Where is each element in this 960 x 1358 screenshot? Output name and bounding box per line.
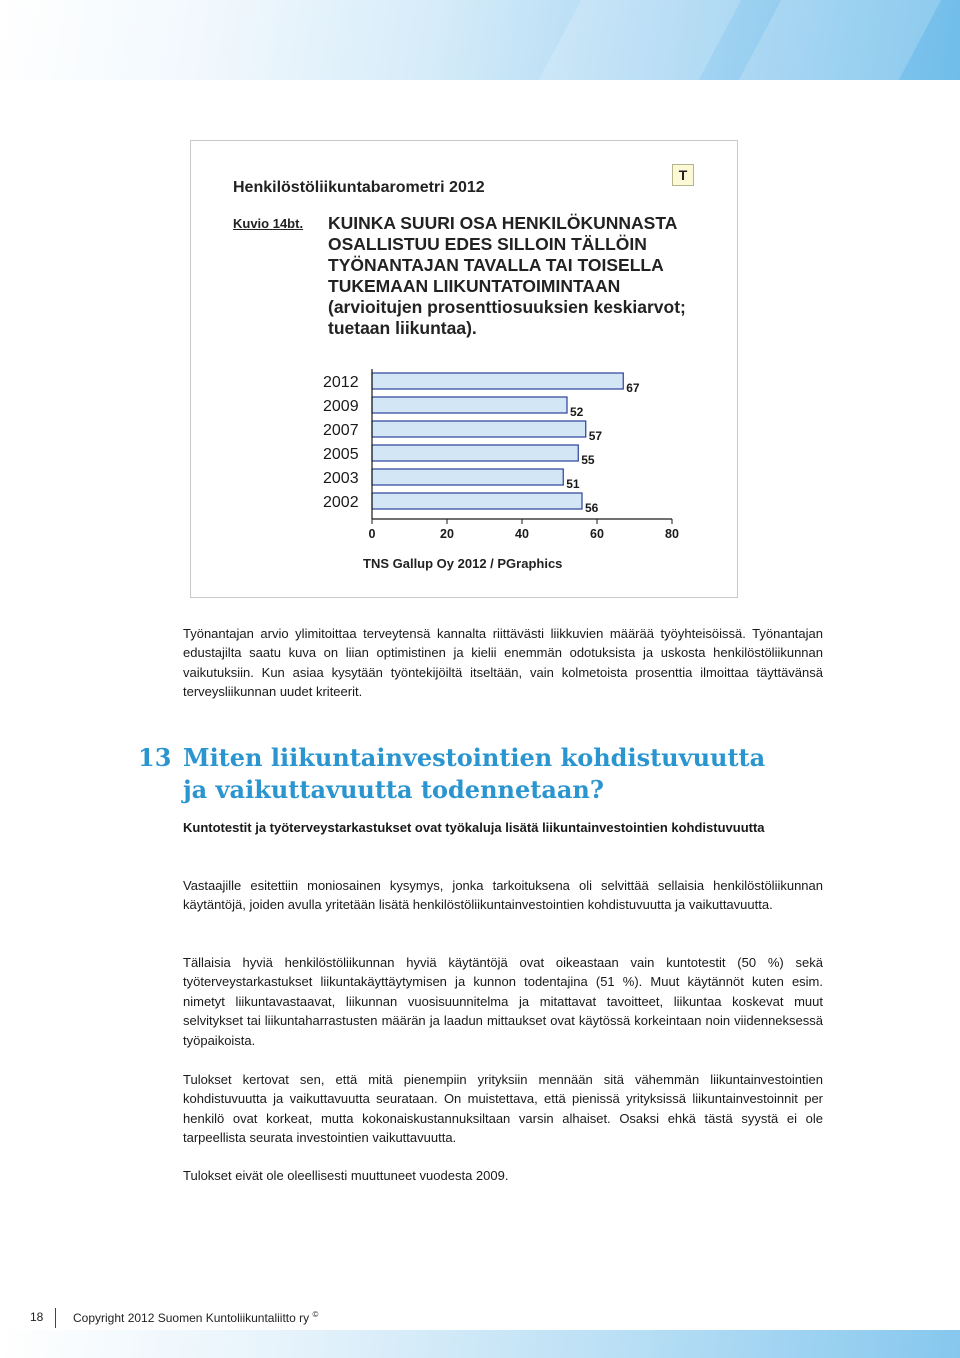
data-label: 55 [581,453,595,467]
section-subheading: Kuntotestit ja työterveystarkastukset ovat työkaluja lisätä liikuntainvestointien kohdistuvuutta [183,820,765,835]
data-label: 52 [570,405,584,419]
data-label: 56 [585,501,599,515]
bar [372,445,578,461]
bar [372,493,582,509]
x-tick-label: 0 [368,527,376,541]
paragraph-1: Vastaajille esitettiin moniosainen kysymys, jonka tarkoituksena oli selvittää sellaisia henkilöstöliikunnan käytäntöjä, joiden avulla yritetään lisätä henkilöstöliikuntainvestointien kohdistuvuutta ja vaikuttavuutta. [183,878,823,913]
paragraph-3: Tulokset kertovat sen, että mitä pienempiin yrityksiin mennään sitä vähemmän liikuntainvestointien kohdistuvuutta ja vaikuttavuutta seurataan. On muistettava, että pienissä yrityksissä liikuntainvestoinnit per henkilö ovat korkeat, mutta kokonaiskustannuksiltaan varsin alhaiset. Osaksi ehkä tästä syystä ei ole tarpeellista seurata investointien vaikuttavuutta. [183,1072,823,1146]
paragraph-4: Tulokset eivät ole oleellisesti muuttuneet vuodesta 2009. [183,1168,509,1183]
section-title-line1: Miten liikuntainvestointien kohdistuvuutta [183,743,766,772]
category-label: 2007 [323,422,359,439]
figure-title: KUINKA SUURI OSA HENKILÖKUNNASTA OSALLISTUU EDES SILLOIN TÄLLÖIN TYÖNANTAJAN TAVALLA TAI TOISELLA TUKEMAAN LIIKUNTATOIMINTAAN (arvioitujen prosenttiosuuksien keskiarvot; tuetaan liikuntaa). [328,213,686,338]
footer-decoration-band [0,1330,960,1358]
bar [372,421,586,437]
category-label: 2005 [323,446,359,463]
header-decoration-band [0,0,960,80]
x-tick-label: 60 [590,527,604,541]
bar [372,397,567,413]
x-tick-label: 40 [515,527,529,541]
intro-paragraph: Työnantajan arvio ylimitoittaa terveytensä kannalta riittävästi liikkuvien määrää työyhteisöissä. Työnantajan edustajilta saatu kuva on liian optimistinen ja kielii enemmän odotuksista ja uskosta henkilöstöliikunnan vaikutuksiin. Kun asiaa kysytään työntekijöiltä itseltään, vain kolmetoista prosenttia ilmoittaa täyttävänsä terveysliikunnan uudet kriteerit. [183,626,823,700]
page-footer [0,1308,960,1328]
figure-source: TNS Gallup Oy 2012 / PGraphics [363,556,563,571]
x-tick-label: 20 [440,527,454,541]
data-label: 51 [566,477,580,491]
category-label: 2012 [323,374,359,391]
data-label: 67 [626,381,640,395]
section-number: 13 [138,743,172,772]
paragraph-2: Tällaisia hyviä henkilöstöliikunnan hyviä käytäntöjä ovat oikeastaan vain kuntotestit (50 %) sekä työterveystarkastukset liikuntakäyttäytymisen ja kunnon todentajina (51 %). Muut käytännöt kuten esim. nimetyt liikuntavastaavat, liikunnan vuosisuunnitelma ja mitattavat tavoitteet, liikuntaa koskevat muut selvitykset tai liikuntaharrastusten määrän ja laadun mittaukset ovat käytössä korkeintaan noin viidenneksessä työpaikoista. [183,955,823,1048]
footer-divider [55,1308,56,1328]
category-label: 2003 [323,470,359,487]
figure-label: Kuvio 14bt. [233,216,304,231]
category-label: 2009 [323,398,359,415]
copyright-icon: © [312,1310,319,1319]
x-tick-label: 80 [665,527,679,541]
copyright-text: Copyright 2012 Suomen Kuntoliikuntaliitto ry © [73,1310,319,1325]
bar-chart [191,141,737,597]
section-title-line2: ja vaikuttavuutta todennetaan? [183,775,604,804]
figure-box [190,140,738,598]
section-heading [138,742,838,806]
data-label: 57 [588,429,603,443]
figure-heading: Henkilöstöliikuntabarometri 2012 [233,179,485,196]
page-number: 18 [30,1310,44,1324]
bar [372,469,563,485]
category-label: 2002 [323,494,359,511]
bar [372,373,623,389]
figure-badge: T [672,164,694,186]
